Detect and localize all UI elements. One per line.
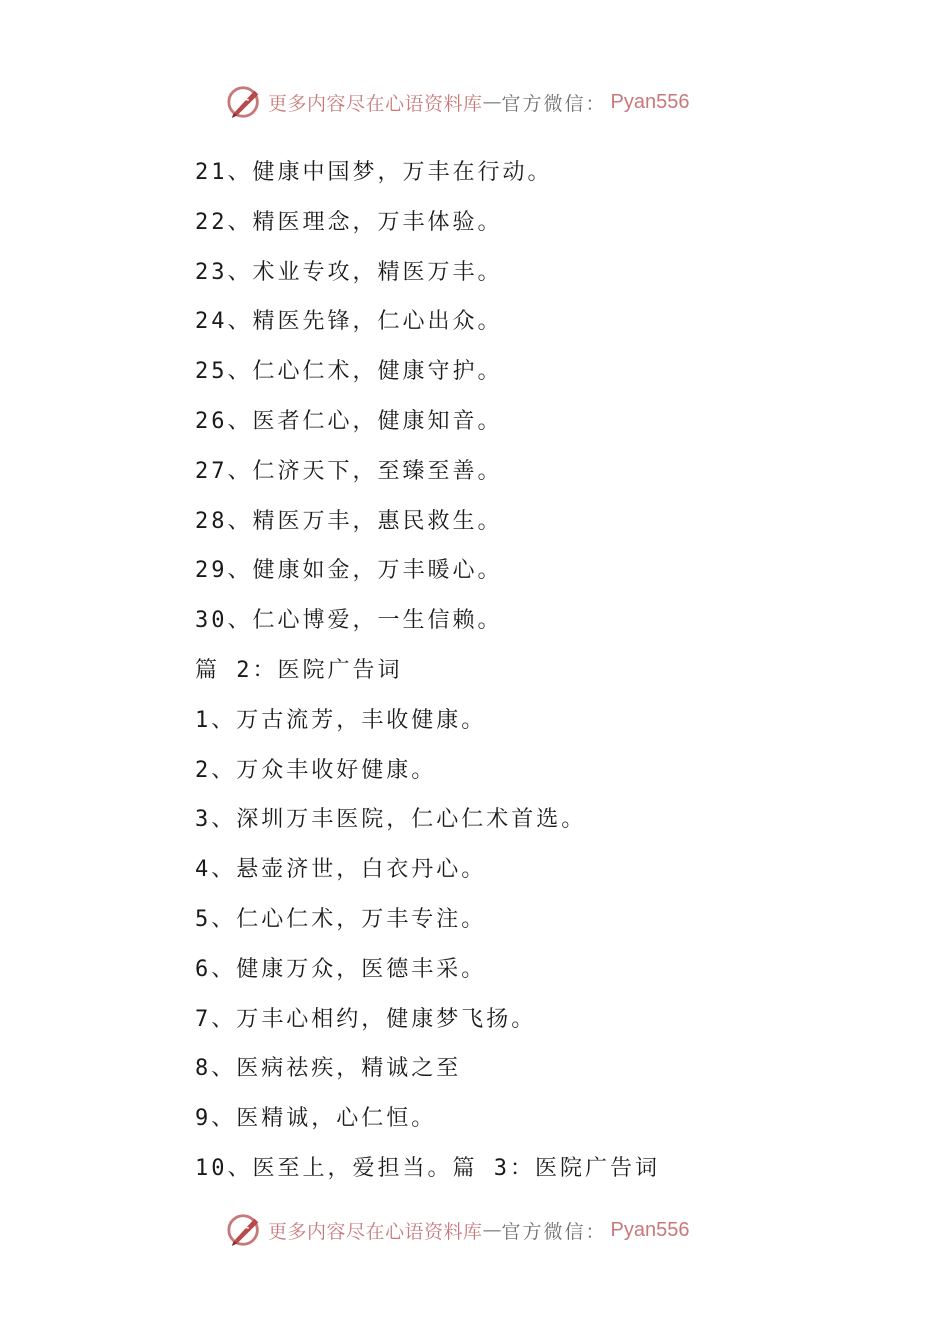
banner-wechat-id: Pyan556	[610, 90, 690, 113]
text-line: 30、仁心博爱，一生信赖。	[195, 608, 503, 634]
pen-logo-icon	[226, 1211, 264, 1249]
banner-dash: —	[482, 1219, 502, 1241]
text-line: 9、医精诚，心仁恒。	[195, 1106, 437, 1132]
pen-logo-icon	[226, 83, 264, 121]
text-line: 1、万古流芳，丰收健康。	[195, 707, 487, 733]
banner-dash: —	[482, 91, 502, 113]
banner-text: 更多内容尽在心语资料库	[268, 1220, 483, 1243]
text-line: 10、医至上，爱担当。篇 3：医院广告词	[195, 1155, 660, 1181]
header-banner	[226, 82, 690, 122]
banner-text: 更多内容尽在心语资料库	[268, 92, 483, 115]
text-line: 21、健康中国梦，万丰在行动。	[195, 160, 553, 185]
banner-official-label: 官方微信：	[501, 92, 607, 115]
text-line: 27、仁济天下，至臻至善。	[195, 458, 503, 484]
banner-wechat-id: Pyan556	[610, 1218, 690, 1241]
text-line: 4、悬壶济世，白衣丹心。	[195, 857, 487, 883]
document-body	[195, 148, 895, 1194]
text-line: 5、仁心仁术，万丰专注。	[195, 906, 487, 932]
text-line: 24、精医先锋，仁心出众。	[195, 309, 503, 335]
footer-banner	[226, 1210, 690, 1250]
text-line: 28、精医万丰，惠民救生。	[195, 508, 503, 534]
text-line: 25、仁心仁术，健康守护。	[195, 359, 503, 385]
text-line: 23、术业专攻，精医万丰。	[195, 259, 503, 285]
section-heading: 篇 2：医院广告词	[195, 657, 403, 683]
banner-official-label: 官方微信：	[501, 1220, 607, 1243]
text-line: 8、医病祛疾，精诚之至	[195, 1056, 462, 1082]
text-line: 7、万丰心相约，健康梦飞扬。	[195, 1006, 537, 1032]
text-line: 3、深圳万丰医院，仁心仁术首选。	[195, 807, 587, 833]
text-line: 29、健康如金，万丰暖心。	[195, 558, 503, 584]
text-line: 2、万众丰收好健康。	[195, 757, 437, 783]
text-line: 22、精医理念，万丰体验。	[195, 209, 503, 235]
text-line: 6、健康万众，医德丰采。	[195, 956, 487, 982]
text-line: 26、医者仁心，健康知音。	[195, 408, 503, 434]
